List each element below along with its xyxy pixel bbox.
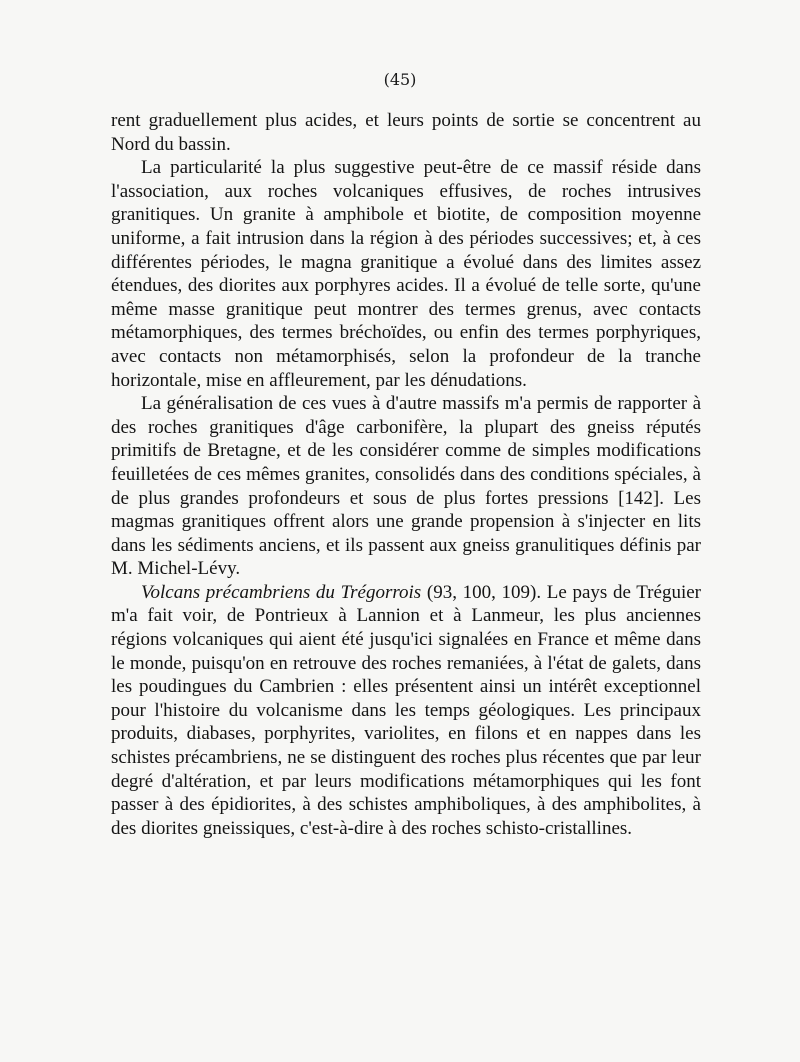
body-text <box>111 109 701 840</box>
section-heading-italic: Volcans précambriens du Trégorrois <box>141 581 422 603</box>
paragraph-granite-massif: La particularité la plus suggestive peut-être de ce massif réside dans l'association, aux roches volcaniques effusives, de roches intrusives granitiques. Un granite à amphibole et biotite, de composition moyenne uniforme, a fait intrusion dans la région à des périodes successives; et, à ces différentes périodes, le magna granitique a évolué dans des limites assez étendues, des diorites aux porphyres acides. Il a évolué de telle sorte, qu'une même masse granitique peut montrer des termes grenus, avec contacts métamorphiques, des termes bréchoïdes, ou enfin des termes porphyriques, avec contacts non métamorphisés, selon la profondeur de la tranche horizontale, mise en affleurement, par les dénudations. <box>111 157 701 391</box>
paragraph-tregorrois-text: (93, 100, 109). Le pays de Tréguier m'a fait voir, de Pontrieux à Lannion et à Lanmeur, les plus anciennes régions volcaniques qui aient été jusqu'ici signalées en France et même dans le monde, puisqu'on en retrouve des roches remaniées, à l'état de galets, dans les poudingues du Cambrien : elles présentent ainsi un intérêt exceptionnel pour l'histoire du volcanisme dans les temps géologiques. Les principaux produits, diabases, porphyrites, variolites, en filons et en nappes dans les schistes précambriens, ne se distinguent des roches plus récentes que par leur degré d'altération, et par leurs modifications métamorphiques qui les font passer à des épidiorites, à des schistes amphiboliques, à des amphibolites, à des diorites gneissiques, c'est-à-dire à des roches schisto-cristallines. <box>111 581 701 839</box>
page-number: (45) <box>383 70 417 89</box>
paragraph-continuation: rent graduellement plus acides, et leurs points de sortie se concentrent au Nord du bassin. <box>111 110 701 155</box>
paragraph-tregorrois-volcanoes <box>111 581 701 841</box>
paragraph-gneiss-generalisation: La généralisation de ces vues à d'autre massifs m'a permis de rapporter à des roches granitiques d'âge carbonifère, la plupart des gneiss réputés primitifs de Bretagne, et de les considérer comme de simples modifications feuilletées de ces mêmes granites, consolidés dans des conditions spéciales, à de plus grandes profondeurs et sous de plus fortes pressions [142]. Les magmas granitiques offrent alors une grande propension à s'injecter en lits dans les sédiments anciens, et ils passent aux gneiss granulitiques définis par M. Michel-Lévy. <box>111 393 701 580</box>
